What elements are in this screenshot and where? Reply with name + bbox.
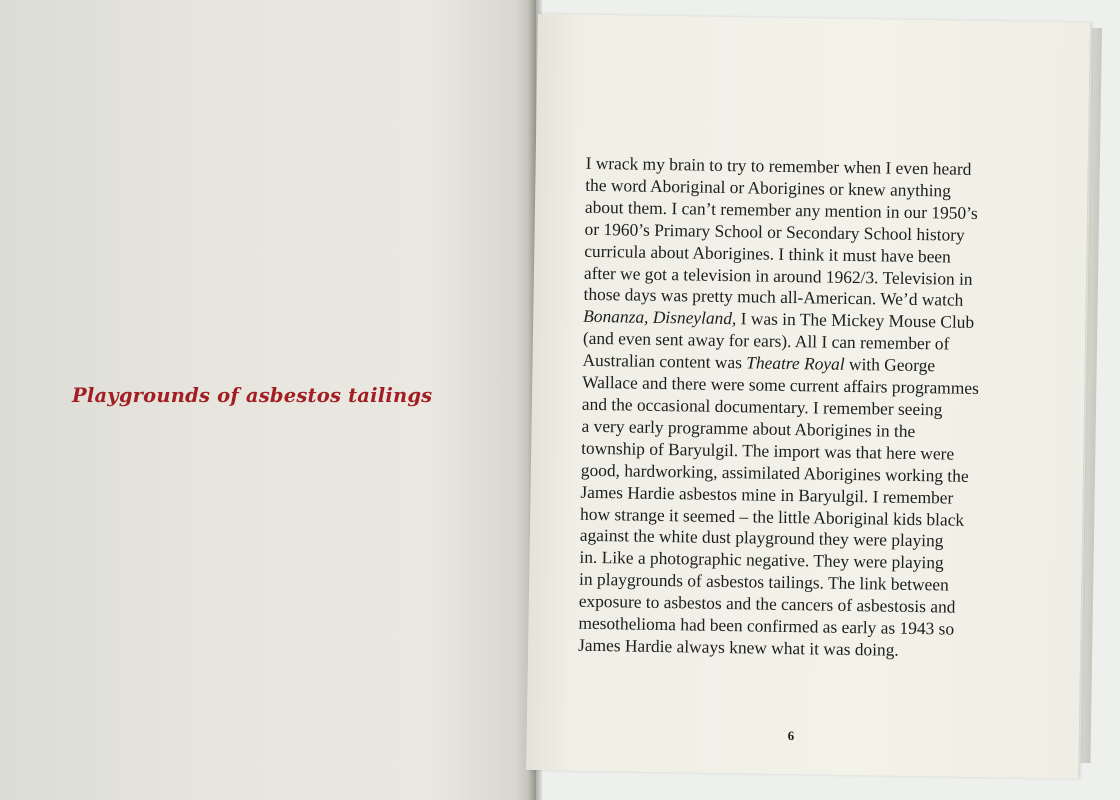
chapter-title: Playgrounds of asbestos tailings — [72, 384, 433, 407]
text-line: against the white dust playground they were playing — [579, 525, 944, 551]
text-line: mesothelioma had been confirmed as early as 1943 so — [578, 612, 955, 639]
text-line: Wallace and there were some current affairs programmes — [582, 371, 979, 399]
page-number: 6 — [787, 728, 795, 744]
left-page — [0, 0, 536, 800]
body-text — [578, 153, 1026, 664]
text-line: in. Like a photographic negative. They were playing — [579, 547, 944, 573]
text-line: the word Aboriginal or Aborigines or knew anything — [585, 174, 952, 201]
text-line: James Hardie always knew what it was doing. — [577, 634, 899, 660]
text-line: Bonanza, Disneyland, I was in The Mickey Mouse Club — [583, 306, 975, 333]
text-line: I wrack my brain to try to remember when I even heard — [585, 152, 972, 179]
text-line: in playgrounds of asbestos tailings. The link between — [578, 568, 949, 595]
text-line: after we got a television in around 1962/3. Television in — [583, 262, 973, 289]
italic-title: Bonanza, Disneyland, — [583, 306, 737, 329]
text-line: about them. I can’t remember any mention in our 1950’s — [584, 196, 978, 223]
text-line: (and even sent away for ears). All I can remember of — [582, 327, 950, 354]
text-line: Australian content was Theatre Royal with George — [582, 349, 936, 376]
text-line: a very early programme about Aborigines in the — [581, 415, 916, 441]
text-line: curricula about Aborigines. I think it must have been — [584, 240, 951, 267]
italic-title: Theatre Royal — [746, 352, 845, 375]
right-page — [526, 14, 1090, 779]
text-line: how strange it seemed – the little Aboriginal kids black — [580, 503, 965, 530]
text-line: James Hardie asbestos mine in Baryulgil. I remember — [580, 481, 954, 508]
text-line: township of Baryulgil. The import was that here were — [581, 437, 955, 464]
text-line: good, hardworking, assimilated Aborigines working the — [580, 459, 969, 486]
text-line: exposure to asbestos and the cancers of asbestosis and — [578, 590, 956, 617]
text-line: and the occasional documentary. I remember seeing — [581, 393, 943, 420]
text-line: those days was pretty much all-American. We’d watch — [583, 284, 964, 311]
text-line: or 1960’s Primary School or Secondary School history — [584, 218, 965, 245]
